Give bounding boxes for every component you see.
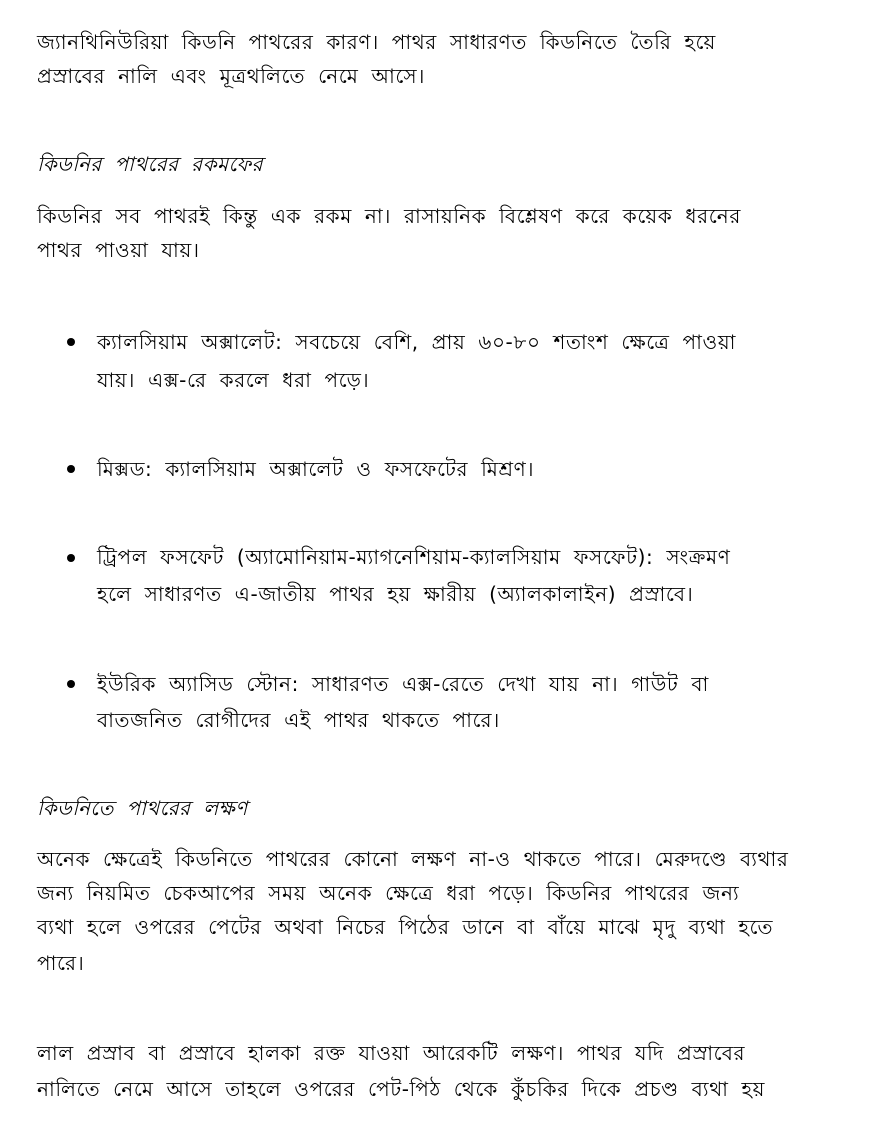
bullet-1-line-1: ক্যালসিয়াম অক্সালেট: সবচেয়ে বেশি, প্রায় ৬০-৮০ শতাংশ ক্ষেত্রে পাওয়া <box>97 330 737 354</box>
bullet-icon <box>67 338 75 346</box>
bullet-3-line-2: হলে সাধারণত এ-জাতীয় পাথর হয় ক্ষারীয় (অ্যালকালাইন) প্রস্রাবে। <box>97 582 694 606</box>
intro-line-2: প্রস্রাবের নালি এবং মূত্রথলিতে নেমে আসে। <box>37 64 425 88</box>
bullet-2-line-1: মিক্সড: ক্যালসিয়াম অক্সালেট ও ফসফেটের মিশ্রণ। <box>97 457 535 481</box>
symptoms-para1-line-1: অনেক ক্ষেত্রেই কিডনিতে পাথরের কোনো লক্ষণ না-ও থাকতে পারে। মেরুদণ্ডে ব্যথার <box>37 847 789 871</box>
section-heading-symptoms: কিডনিতে পাথরের লক্ষণ <box>37 796 248 820</box>
bullet-icon <box>67 465 75 473</box>
symptoms-para2-line-1: লাল প্রস্রাব বা প্রস্রাবে হালকা রক্ত যাওয়া আরেকটি লক্ষণ। পাথর যদি প্রস্রাবের <box>37 1041 746 1065</box>
section-heading-types: কিডনির পাথরের রকমফের <box>37 152 263 176</box>
bullet-icon <box>67 680 75 688</box>
bullet-4-line-2: বাতজনিত রোগীদের এই পাথর থাকতে পারে। <box>97 708 500 732</box>
types-para-line-2: পাথর পাওয়া যায়। <box>37 238 200 262</box>
symptoms-para1-line-4: পারে। <box>37 951 85 975</box>
symptoms-para2-line-2: নালিতে নেমে আসে তাহলে ওপরের পেট-পিঠ থেকে কুঁচকির দিকে প্রচণ্ড ব্যথা হয় <box>37 1077 765 1101</box>
symptoms-para1-line-2: জন্য নিয়মিত চেকআপের সময় অনেক ক্ষেত্রে ধরা পড়ে। কিডনির পাথরের জন্য <box>37 881 740 905</box>
symptoms-para1-line-3: ব্যথা হলে ওপরের পেটের অথবা নিচের পিঠের ডানে বা বাঁয়ে মাঝে মৃদু ব্যথা হতে <box>37 915 774 939</box>
bullet-1-line-2: যায়। এক্স-রে করলে ধরা পড়ে। <box>97 368 370 392</box>
bullet-3-line-1: ট্রিপল ফসফেট (অ্যামোনিয়াম-ম্যাগনেশিয়াম-ক্যালসিয়াম ফসফেট): সংক্রমণ <box>97 545 731 569</box>
bullet-icon <box>67 554 75 562</box>
intro-line-1: জ্যানথিনিউরিয়া কিডনি পাথরের কারণ। পাথর সাধারণত কিডনিতে তৈরি হয়ে <box>37 30 716 54</box>
types-para-line-1: কিডনির সব পাথরই কিন্তু এক রকম না। রাসায়নিক বিশ্লেষণ করে কয়েক ধরনের <box>37 204 741 228</box>
bullet-4-line-1: ইউরিক অ্যাসিড স্টোন: সাধারণত এক্স-রেতে দেখা যায় না। গাউট বা <box>97 672 709 696</box>
